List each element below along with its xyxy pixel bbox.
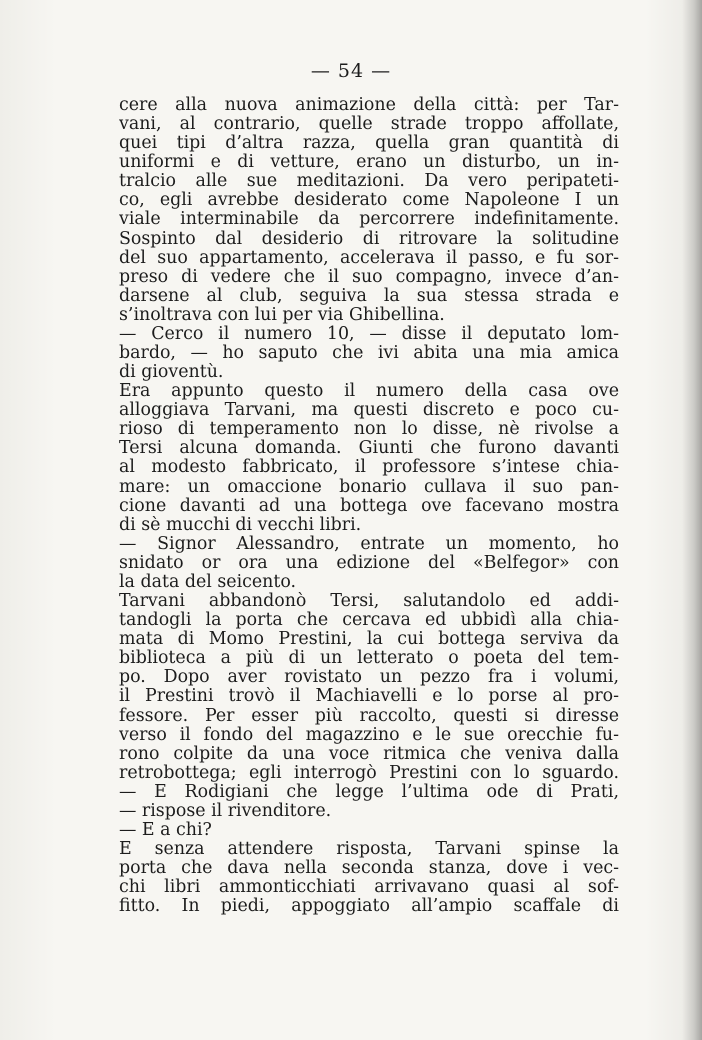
text-line: — È a chi?: [119, 820, 212, 840]
text-line: mata di Momo Prestini, la cui bottega serviva da: [119, 630, 619, 650]
text-line: alloggiava Tarvani, ma questi discreto e poco cu-: [119, 401, 619, 421]
text-line: chi libri ammonticchiati arrivavano quasi al sof-: [119, 878, 619, 898]
text-line: po. Dopo aver rovistato un pezzo fra i volumi,: [119, 668, 619, 688]
text-line: cere alla nuova animazione della città: per Tar-: [119, 96, 619, 115]
page-number: — 54 —: [310, 60, 392, 82]
text-line: verso il fondo del magazzino e le sue orecchie fu-: [119, 725, 619, 745]
text-line: la data del seicento.: [119, 572, 297, 592]
text-line: del suo appartamento, accelerava il passo, e fu sor-: [119, 248, 619, 268]
text-line: darsene al club, seguiva la sua stessa strada e: [119, 286, 619, 306]
text-line: rioso di temperamento non lo disse, nè rivolse a: [119, 420, 619, 440]
text-line: uniformi e di vetture, erano un disturbo, un in-: [119, 153, 619, 173]
text-line: al modesto fabbricato, il professore s’intese chia-: [119, 458, 619, 478]
text-line: bardo, — ho saputo che ivi abita una mia amica: [119, 344, 619, 364]
text-line: rono colpite da una voce ritmica che veniva dalla: [119, 744, 619, 764]
text-line: s’inoltrava con lui per via Ghibellina.: [119, 305, 445, 325]
text-line: tandogli la porta che cercava ed ubbidì alla chia-: [119, 611, 619, 631]
text-line: — Cerco il numero 10, — disse il deputato lom-: [119, 324, 619, 344]
text-line: fessore. Per esser più raccolto, questi si diresse: [119, 706, 619, 726]
text-line: — Signor Alessandro, entrate un momento, ho: [119, 534, 619, 554]
text-line: vani, al contrario, quelle strade troppo affollate,: [119, 115, 619, 135]
text-line: E senza attendere risposta, Tarvani spinse la: [119, 840, 619, 860]
text-line: quei tipi d’altra razza, quella gran quantità di: [119, 134, 619, 154]
text-line: viale interminabile da percorrere indefinitamente.: [119, 210, 619, 230]
text-line: Sospinto dal desiderio di ritrovare la solitudine: [119, 229, 619, 249]
text-line: di sè mucchi di vecchi libri.: [119, 515, 362, 535]
text-line: mare: un omaccione bonario cullava il suo pan-: [119, 477, 619, 497]
text-line: cione davanti ad una bottega ove facevano mostra: [119, 496, 619, 516]
text-line: tralcio alle sue meditazioni. Da vero peripateti-: [119, 172, 619, 192]
page-edge-shadow: [682, 0, 702, 1040]
text-line: il Prestini trovò il Machiavelli e lo porse al pro-: [119, 687, 619, 707]
text-line: co, egli avrebbe desiderato come Napoleone I un: [119, 191, 619, 211]
text-line: Tarvani abbandonò Tersi, salutandolo ed addi-: [119, 592, 619, 612]
text-line: porta che dava nella seconda stanza, dove i vec-: [119, 859, 619, 879]
text-line: snidato or ora una edizione del «Belfegor» con: [119, 553, 619, 573]
text-line: Tersi alcuna domanda. Giunti che furono davanti: [119, 439, 619, 459]
text-line: Era appunto questo il numero della casa ove: [119, 382, 619, 402]
body-text: [119, 96, 619, 916]
text-line: — rispose il rivenditore.: [119, 801, 332, 821]
text-line: biblioteca a più di un letterato o poeta del tem-: [119, 649, 619, 669]
text-line: retrobottega; egli interrogò Prestini con lo sguardo.: [119, 763, 619, 783]
text-line: di gioventù.: [119, 363, 224, 383]
text-line: preso di vedere che il suo compagno, invece d’an-: [119, 267, 619, 287]
text-line: fitto. In piedi, appoggiato all’ampio scaffale di: [119, 897, 619, 917]
text-line: — È Rodigiani che legge l’ultima ode di Prati,: [119, 782, 619, 802]
